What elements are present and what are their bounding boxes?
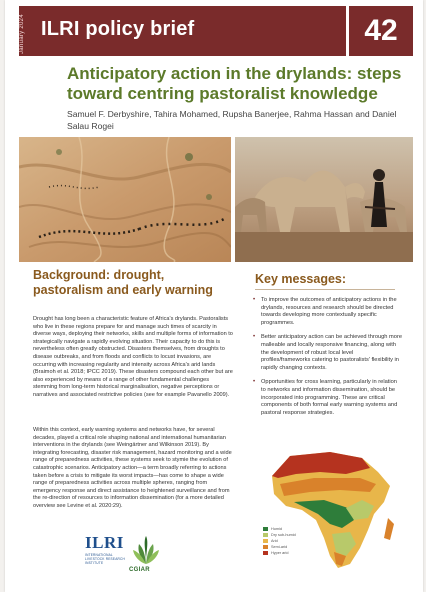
page-title: Anticipatory action in the drylands: steps toward centring pastoralist knowledge (67, 64, 402, 103)
key-message-text: Opportunities for cross learning, particularly in relation to networks and information dissemination, should be incorporated into programming. These are critical components of both formal early warning systems and pastoral response strategies. (261, 379, 398, 416)
legend-label: Arid (271, 539, 278, 543)
authors: Samuel F. Derbyshire, Tahira Mohamed, Rupsha Banerjee, Rahma Hassan and Daniel Salau Rogei (67, 109, 397, 131)
key-message-item (252, 297, 402, 327)
background-paragraph-1: Drought has long been a characteristic feature of Africa's drylands. Pastoralists who live in these regions prepare for and manage such times of scarcity in diverse ways, deploying their networks, skills and multiple forms of information to strategically navigate a rapidly evolving situation. Their capacity to do this is nevertheless often greatly obstructed. Disasters themselves, from droughts to disease outbreaks, and from floods and conflicts to locust invasions, are occurring with increasing regularity and intensity across Africa's arid lands (Braimoh et al. 2018; IPCC 2019). These disasters compound each other but are also experienced by means of a range of other fundamental challenges stemming from long-term historical marginalisation, negative perceptions or narratives and associated restrictive policies (see for example Pavanello 2009). (33, 316, 233, 398)
legend-row (263, 550, 323, 556)
issue-number: 42 (349, 6, 413, 56)
key-message-item (252, 379, 402, 417)
key-messages-list (252, 297, 402, 424)
legend-swatch (263, 527, 268, 531)
cgiar-logo: CGIAR (129, 567, 150, 573)
legend-label: Semi-arid (271, 545, 288, 549)
series-title: ILRI policy brief (41, 18, 195, 40)
bullet-icon: • (253, 379, 256, 386)
key-message-item (252, 334, 402, 372)
camels-photo (235, 137, 413, 262)
legend-label: Humid (271, 527, 282, 531)
cgiar-logo-icon (131, 534, 161, 571)
background-heading: Background: drought, pastoralism and early warning (33, 268, 213, 297)
legend-label: Hyper arid (271, 551, 289, 555)
legend-label: Dry sub-humid (271, 533, 296, 537)
key-messages-heading: Key messages: (255, 272, 347, 286)
legend-swatch (263, 539, 268, 543)
ilri-logo-subtitle: INTERNATIONAL LIVESTOCK RESEARCH INSTITUTE (85, 553, 126, 565)
policy-brief-page (5, 0, 423, 592)
bullet-icon: • (253, 297, 256, 303)
issue-date: January 2024 (19, 14, 25, 54)
key-messages-divider (255, 289, 395, 290)
background-paragraph-2: Within this context, early warning systems and networks have, for several decades, played a critical role shaping national and international humanitarian interventions in the drylands (see Weingärtner and Wilkinson 2019). By integrating forecasting, disaster risk management, hazard monitoring and a wide range of preparedness activities, these systems seek to stymie the evolution of catastrophic scenarios. Anticipatory action—a term broadly referring to actions taken before a crisis to mitigate its worst impacts—has come to shape a wide range of preparedness activities across multiple spheres, ranging from emergency response and direct assistance to heightened surveillance and from the re-direction of resources to information dissemination (for a more detailed overview see Levine et al. 2020:29). (33, 427, 232, 509)
key-message-text: Better anticipatory action can be achieved through more malleable and locally responsive financing, along with the development of robust local level profiles/frameworks catering to pastoralists' flexibility in rapidly changing contexts. (261, 334, 403, 371)
legend-swatch (263, 551, 268, 555)
bullet-icon: • (253, 334, 256, 341)
aerial-dryland-photo (19, 137, 231, 262)
map-legend (263, 526, 323, 556)
legend-swatch (263, 533, 268, 537)
ilri-logo: ILRI (85, 533, 124, 552)
legend-swatch (263, 545, 268, 549)
key-message-text: To improve the outcomes of anticipatory actions in the drylands, resources and research should be directed towards developing more contextually specific programmes. (261, 297, 397, 326)
